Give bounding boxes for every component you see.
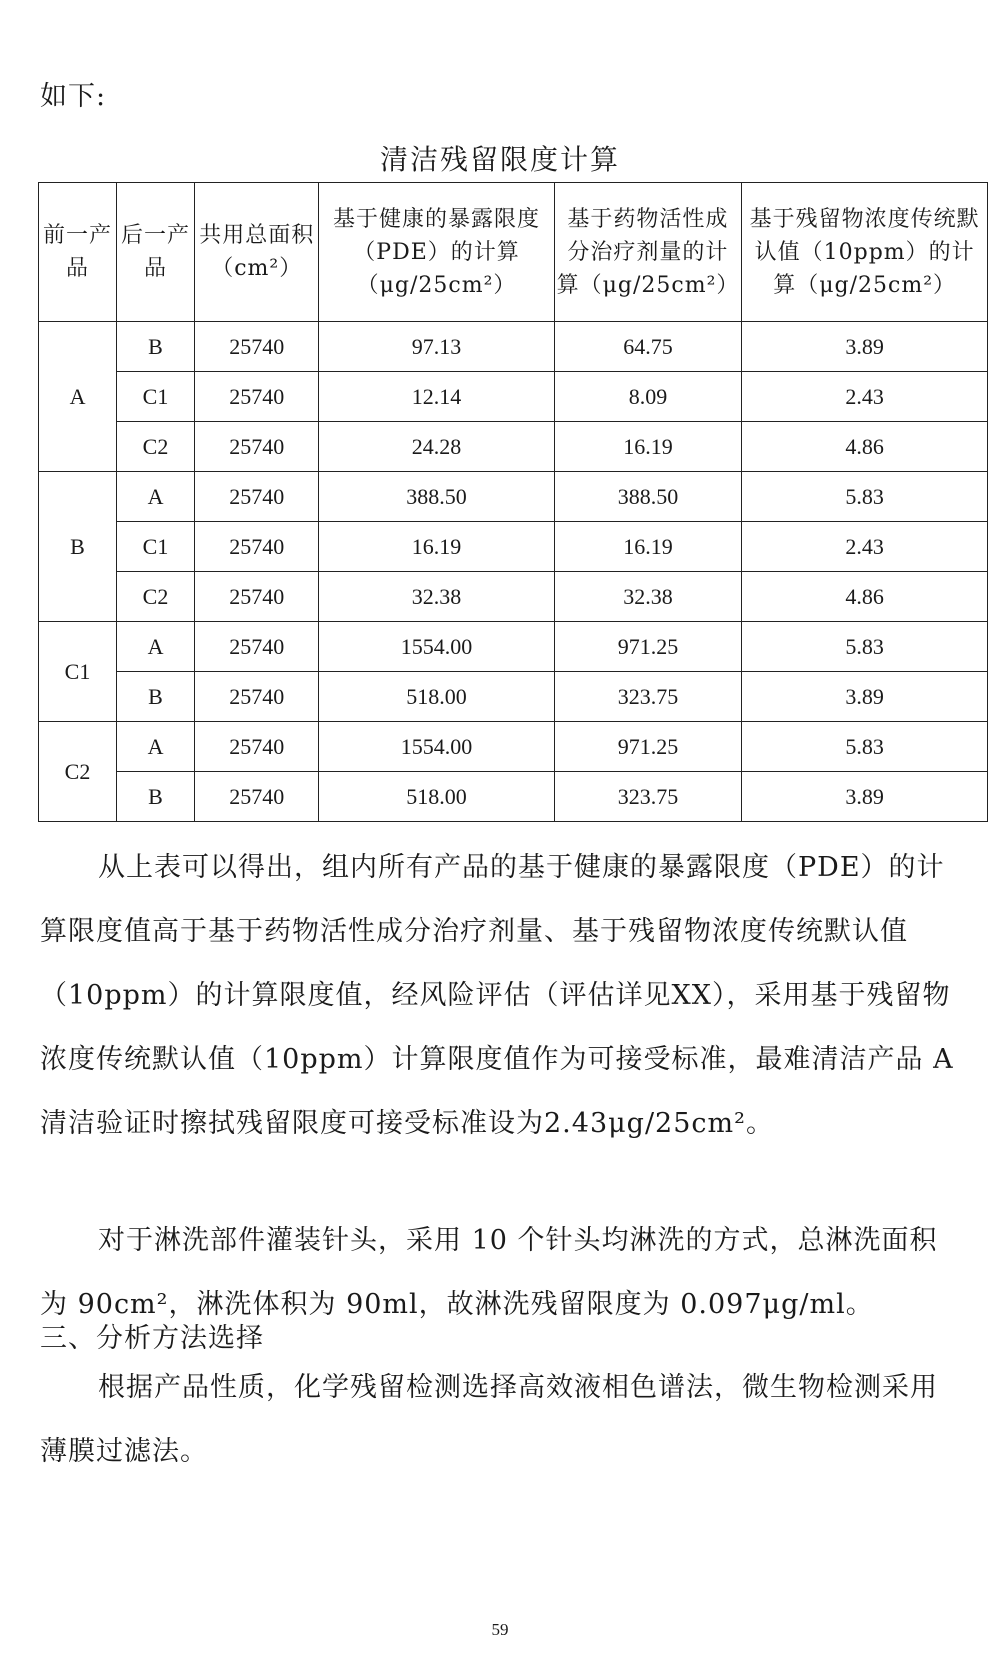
area-cell: 25740 (195, 472, 319, 522)
table-title: 清洁残留限度计算 (379, 143, 620, 176)
table-row (39, 522, 988, 572)
area-cell: 25740 (195, 722, 319, 772)
area-cell: 25740 (195, 672, 319, 722)
pde-cell: 518.00 (319, 672, 554, 722)
table-row (39, 572, 988, 622)
table-row (39, 422, 988, 472)
ppm-cell: 3.89 (742, 322, 988, 372)
previous-product-cell: A (39, 322, 117, 472)
area-cell: 25740 (195, 372, 319, 422)
pde-cell: 12.14 (319, 372, 554, 422)
area-cell: 25740 (195, 772, 319, 822)
area-cell: 25740 (195, 622, 319, 672)
header-dose-calc: 基于药物活性成分治疗剂量的计算（μg/25cm²） (554, 183, 742, 322)
ppm-cell: 5.83 (742, 622, 988, 672)
pde-cell: 32.38 (319, 572, 554, 622)
pde-cell: 1554.00 (319, 722, 554, 772)
paragraph-rinse-text: 对于淋洗部件灌装针头，采用 10 个针头均淋洗的方式，总淋洗面积为 90cm²，淋洗体积为 90ml，故淋洗残留限度为 0.097μg/ml。 (40, 1225, 938, 1320)
next-product-cell: A (117, 622, 195, 672)
dose-cell: 971.25 (554, 722, 742, 772)
pde-cell: 388.50 (319, 472, 554, 522)
dose-cell: 16.19 (554, 422, 742, 472)
next-product-cell: B (117, 672, 195, 722)
paragraph-conclusion-text: 从上表可以得出，组内所有产品的基于健康的暴露限度（PDE）的计算限度值高于基于药物活性成分治疗剂量、基于残留物浓度传统默认值（10ppm）的计算限度值，经风险评估（评估详见XX），采用基于残留物浓度传统默认值（10ppm）计算限度值作为可接受标准，最难清洁产品 A 清洁验证时擦拭残留限度可接受标准设为2.43μg/25cm²。 (40, 852, 954, 1139)
area-cell: 25740 (195, 322, 319, 372)
dose-cell: 64.75 (554, 322, 742, 372)
table-row (39, 322, 988, 372)
page-number: 59 (491, 1620, 509, 1639)
header-shared-area: 共用总面积（cm²） (195, 183, 319, 322)
next-product-cell: C2 (117, 422, 195, 472)
table-header-row (39, 183, 988, 322)
previous-product-cell: C2 (39, 722, 117, 822)
intro-text: 如下: (40, 81, 107, 112)
paragraph-method (40, 1356, 965, 1484)
dose-cell: 32.38 (554, 572, 742, 622)
ppm-cell: 2.43 (742, 522, 988, 572)
header-pde-calc: 基于健康的暴露限度（PDE）的计算（μg/25cm²） (319, 183, 554, 322)
table-row (39, 772, 988, 822)
pde-cell: 24.28 (319, 422, 554, 472)
dose-cell: 323.75 (554, 772, 742, 822)
dose-cell: 971.25 (554, 622, 742, 672)
paragraph-method-text: 根据产品性质，化学残留检测选择高效液相色谱法，微生物检测采用薄膜过滤法。 (40, 1372, 938, 1467)
next-product-cell: A (117, 722, 195, 772)
table-row (39, 372, 988, 422)
dose-cell: 8.09 (554, 372, 742, 422)
area-cell: 25740 (195, 572, 319, 622)
next-product-cell: C1 (117, 372, 195, 422)
next-product-cell: B (117, 772, 195, 822)
area-cell: 25740 (195, 522, 319, 572)
section-heading: 三、分析方法选择 (40, 1323, 264, 1354)
next-product-cell: B (117, 322, 195, 372)
ppm-cell: 4.86 (742, 572, 988, 622)
previous-product-cell: B (39, 472, 117, 622)
previous-product-cell: C1 (39, 622, 117, 722)
header-10ppm-calc: 基于残留物浓度传统默认值（10ppm）的计算（μg/25cm²） (742, 183, 988, 322)
pde-cell: 1554.00 (319, 622, 554, 672)
ppm-cell: 5.83 (742, 472, 988, 522)
pde-cell: 97.13 (319, 322, 554, 372)
paragraph-conclusion (40, 836, 965, 1156)
residue-limit-table (38, 182, 988, 822)
next-product-cell: C1 (117, 522, 195, 572)
ppm-cell: 4.86 (742, 422, 988, 472)
pde-cell: 518.00 (319, 772, 554, 822)
table-row (39, 672, 988, 722)
ppm-cell: 3.89 (742, 772, 988, 822)
ppm-cell: 2.43 (742, 372, 988, 422)
dose-cell: 388.50 (554, 472, 742, 522)
dose-cell: 16.19 (554, 522, 742, 572)
pde-cell: 16.19 (319, 522, 554, 572)
table-row (39, 472, 988, 522)
header-previous-product: 前一产品 (39, 183, 117, 322)
dose-cell: 323.75 (554, 672, 742, 722)
ppm-cell: 5.83 (742, 722, 988, 772)
ppm-cell: 3.89 (742, 672, 988, 722)
table-body (39, 322, 988, 822)
header-next-product: 后一产品 (117, 183, 195, 322)
table-row (39, 622, 988, 672)
area-cell: 25740 (195, 422, 319, 472)
next-product-cell: A (117, 472, 195, 522)
table-row (39, 722, 988, 772)
next-product-cell: C2 (117, 572, 195, 622)
